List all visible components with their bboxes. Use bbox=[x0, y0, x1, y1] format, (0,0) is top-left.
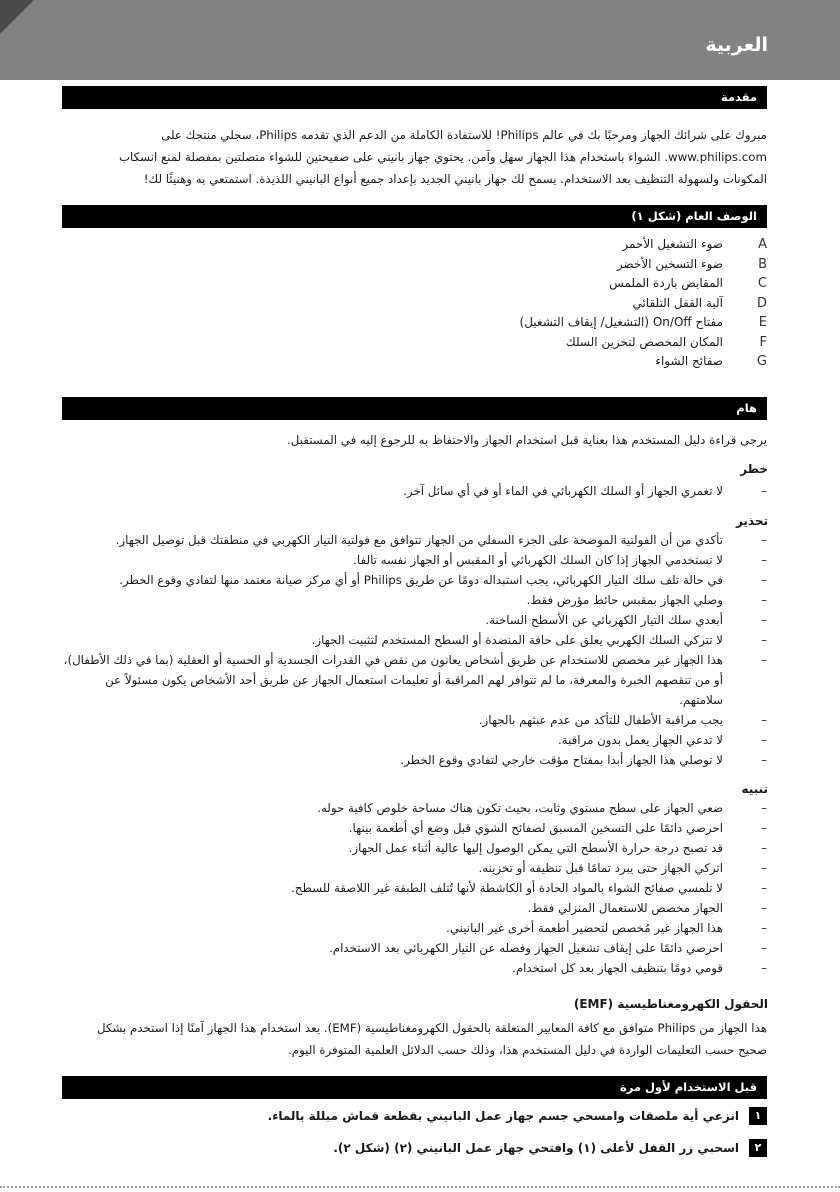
list-item bbox=[62, 750, 767, 770]
bullet-dash: – bbox=[761, 821, 767, 835]
list-item bbox=[62, 938, 767, 958]
bullet-dash: – bbox=[761, 801, 767, 815]
parts-list-item bbox=[62, 235, 767, 255]
part-label: مفتاح On/Off (التشغيل/ إيقاف التشغيل) bbox=[519, 315, 723, 329]
bullet-dash: – bbox=[761, 533, 767, 547]
bullet-dash: – bbox=[761, 841, 767, 855]
emf-heading: الحقول الكهرومغناطيسية (EMF) bbox=[573, 997, 768, 1011]
parts-list-item bbox=[62, 333, 767, 353]
bullet-dash: – bbox=[761, 961, 767, 975]
list-item-text: ضعي الجهاز على سطح مستوي وثابت، بحيث تكون هناك مساحة خلوص كافية حوله. bbox=[317, 801, 723, 815]
part-label: ضوء التسخين الأخضر bbox=[616, 256, 723, 271]
list-item-text: أبعدي سلك التيار الكهربائي عن الأسطح الساخنة. bbox=[485, 613, 723, 627]
bullet-dash: – bbox=[761, 921, 767, 935]
parts-list-item bbox=[62, 274, 767, 294]
list-item bbox=[62, 918, 767, 938]
part-letter: B bbox=[758, 256, 767, 272]
language-label: العربية bbox=[705, 34, 768, 56]
list-item-text: قد تصبح درجة حرارة الأسطح التي يمكن الوصول إليها عالية أثناء عمل الجهاز. bbox=[348, 841, 723, 855]
part-letter: E bbox=[758, 315, 767, 330]
list-item-text: هذا الجهاز غير مخصص للاستخدام عن طريق أشخاص يعانون من نقص في القدرات الجسدية أو الحسية أو العقلية (بما في ذلك الأطفال)، أو من تنقصهم الخبرة والمعرفة، ما لم تتوافر لهم المراقبة أو تعليمات استعمال الجهاز عن طريق أحد الأشخاص يكون مسئولاً عن سلامتهم. bbox=[63, 653, 723, 707]
danger-list bbox=[62, 481, 767, 501]
bullet-dash: – bbox=[761, 653, 767, 667]
intro-line: www.philips.com. الشواء باستخدام هذا الجهاز سهل وآمن. يحتوي جهاز بانيني على صفيحتين للشواء متصلتين بمفصلة لمنع انسكاب bbox=[118, 150, 767, 164]
list-item-text: لا تدعي الجهاز يعمل بدون مراقبة. bbox=[558, 733, 723, 747]
list-item-text: لا توصلي هذا الجهاز أبدا بمفتاح مؤقت خارجي لتفادي وقوع الخطر. bbox=[400, 753, 723, 767]
list-item bbox=[62, 818, 767, 838]
step-number: ١ bbox=[749, 1107, 767, 1125]
warning-list bbox=[62, 530, 767, 770]
step-text: اسحبي زر القفل لأعلى (١) وافتحي جهاز عمل البانيني (٢) (شكل ٢). bbox=[333, 1141, 739, 1155]
list-item bbox=[62, 590, 767, 610]
section-header-general: الوصف العام (شكل ١) bbox=[62, 205, 767, 228]
list-item-text: لا تتركي السلك الكهربي يعلق على حافة المنضدة أو السطح المستخدم لتثبيت الجهاز. bbox=[311, 633, 723, 647]
important-intro: يرجى قراءة دليل المستخدم هذا بعناية قبل استخدام الجهاز والاحتفاظ به للرجوع إليه في المستقبل. bbox=[287, 433, 767, 447]
bullet-dash: – bbox=[761, 733, 767, 747]
bullet-dash: – bbox=[761, 633, 767, 647]
section-header-intro: مقدمة bbox=[62, 86, 767, 109]
list-item bbox=[62, 481, 767, 501]
list-item-text: قومي دومًا بتنظيف الجهاز بعد كل استخدام. bbox=[512, 961, 723, 975]
bullet-dash: – bbox=[761, 553, 767, 567]
list-item bbox=[62, 530, 767, 550]
list-item-text: احرصي دائمًا على التسخين المسبق لصفائح الشوي قبل وضع أي أطعمة بينها. bbox=[348, 821, 723, 835]
bullet-dash: – bbox=[761, 861, 767, 875]
bullet-dash: – bbox=[761, 941, 767, 955]
list-item bbox=[62, 610, 767, 630]
list-item-text: في حالة تلف سلك التيار الكهربائي، يجب استبداله دومًا عن طريق Philips أو أي مركز صيانة معتمد منها لتفادي وقوع الخطر. bbox=[119, 573, 723, 587]
list-item-text: لا تغمري الجهاز أو السلك الكهربائي في الماء أو في أي سائل آخر. bbox=[403, 484, 723, 498]
list-item-text: لا تلمسي صفائح الشواء بالمواد الحادة أو الكاشطة لأنها تُتلف الطبقة غير اللاصقة للسطح. bbox=[291, 881, 723, 895]
header-corner bbox=[0, 0, 34, 34]
part-letter: G bbox=[756, 354, 767, 369]
header-band bbox=[0, 0, 840, 80]
list-item bbox=[62, 550, 767, 570]
list-item-text: هذا الجهاز غير مُخصص لتحضير أطعمة أخرى غير البانيني. bbox=[446, 921, 723, 935]
bullet-dash: – bbox=[761, 484, 767, 498]
list-item bbox=[62, 838, 767, 858]
part-letter: F bbox=[759, 334, 767, 350]
intro-line: المكونات ولسهولة التنظيف بعد الاستخدام. يسمح لك جهاز بانيني الجديد بإعداد جميع أنواع البانيني اللذيذة. استمتعي به وهنيئًا لك! bbox=[143, 172, 767, 186]
part-letter: C bbox=[757, 276, 767, 291]
bullet-dash: – bbox=[761, 713, 767, 727]
emf-line: صحيح حسب التعليمات الواردة في دليل المستخدم هذا، وذلك حسب الدلائل العلمية المتوفرة اليوم. bbox=[288, 1043, 767, 1057]
list-item-text: وصلي الجهاز بمقبس حائط مؤرض فقط. bbox=[526, 593, 723, 607]
danger-heading: خطر bbox=[740, 462, 768, 476]
list-item bbox=[62, 570, 767, 590]
part-label: آلية القفل التلقائي bbox=[632, 295, 723, 310]
list-item-text: يجب مراقبة الأطفال للتأكد من عدم عبثهم بالجهاز. bbox=[478, 713, 723, 727]
bullet-dash: – bbox=[761, 613, 767, 627]
part-label: المقابض باردة الملمس bbox=[609, 276, 723, 290]
list-item-text: الجهاز مخصص للاستعمال المنزلي فقط. bbox=[527, 901, 723, 915]
bullet-dash: – bbox=[761, 901, 767, 915]
list-item bbox=[62, 878, 767, 898]
part-label: ضوء التشغيل الأحمر bbox=[622, 237, 723, 251]
parts-list-item bbox=[62, 294, 767, 314]
section-header-important: هام bbox=[62, 397, 767, 420]
bullet-dash: – bbox=[761, 753, 767, 767]
list-item bbox=[62, 858, 767, 878]
list-item-text: اتركي الجهاز حتى يبرد تمامًا قبل تنظيفه أو تخزينه. bbox=[478, 861, 723, 875]
part-label: صفائح الشواء bbox=[655, 354, 723, 368]
step-item bbox=[62, 1104, 767, 1128]
parts-list-item bbox=[62, 255, 767, 275]
list-item bbox=[62, 798, 767, 818]
bullet-dash: – bbox=[761, 881, 767, 895]
part-letter: A bbox=[758, 237, 767, 252]
step-number: ٢ bbox=[749, 1139, 767, 1157]
caution-list bbox=[62, 798, 767, 978]
caution-heading: تنبيه bbox=[741, 782, 768, 796]
parts-list-item bbox=[62, 313, 767, 333]
parts-list bbox=[62, 235, 767, 372]
list-item-text: لا تستخدمي الجهاز إذا كان السلك الكهربائي أو المقبس أو الجهاز نفسه تالفا. bbox=[353, 553, 723, 567]
intro-line: مبروك على شرائك الجهاز ومرحبًا بك في عالم Philips! للاستفادة الكاملة من الدعم الذي تقدمه Philips، سجلي منتجك على bbox=[161, 128, 767, 142]
list-item bbox=[62, 650, 767, 710]
list-item-text: تأكدي من أن الفولتية الموضحة على الجزء السفلي من الجهاز تتوافق مع فولتية التيار الكهربي في منطقتك قبل توصيل الجهاز. bbox=[115, 533, 723, 547]
list-item bbox=[62, 958, 767, 978]
bullet-dash: – bbox=[761, 573, 767, 587]
list-item-text: احرصي دائمًا على إيقاف تشغيل الجهاز وفصله عن التيار الكهربائي بعد الاستخدام. bbox=[329, 941, 723, 955]
warning-heading: تحذير bbox=[735, 514, 768, 528]
part-label: المكان المخصص لتخزين السلك bbox=[565, 334, 723, 349]
list-item bbox=[62, 898, 767, 918]
list-item bbox=[62, 710, 767, 730]
footer-dotted-rule bbox=[0, 1186, 840, 1188]
section-header-first-use: قبل الاستخدام لأول مرة bbox=[62, 1076, 767, 1099]
part-letter: D bbox=[756, 295, 767, 311]
step-item bbox=[62, 1136, 767, 1160]
list-item bbox=[62, 630, 767, 650]
emf-line: هذا الجهاز من Philips متوافق مع كافة المعايير المتعلقة بالحقول الكهرومغناطيسية (EMF). يعد استخدام هذا الجهاز آمنًا إذا استخدم بشكل bbox=[97, 1021, 767, 1035]
list-item bbox=[62, 730, 767, 750]
bullet-dash: – bbox=[761, 593, 767, 607]
emf-paragraph bbox=[62, 1017, 767, 1061]
parts-list-item bbox=[62, 352, 767, 372]
step-text: انزعي أية ملصقات وامسحي جسم جهاز عمل البانيني بقطعة قماش مبللة بالماء. bbox=[267, 1109, 739, 1123]
intro-paragraph bbox=[62, 124, 767, 190]
